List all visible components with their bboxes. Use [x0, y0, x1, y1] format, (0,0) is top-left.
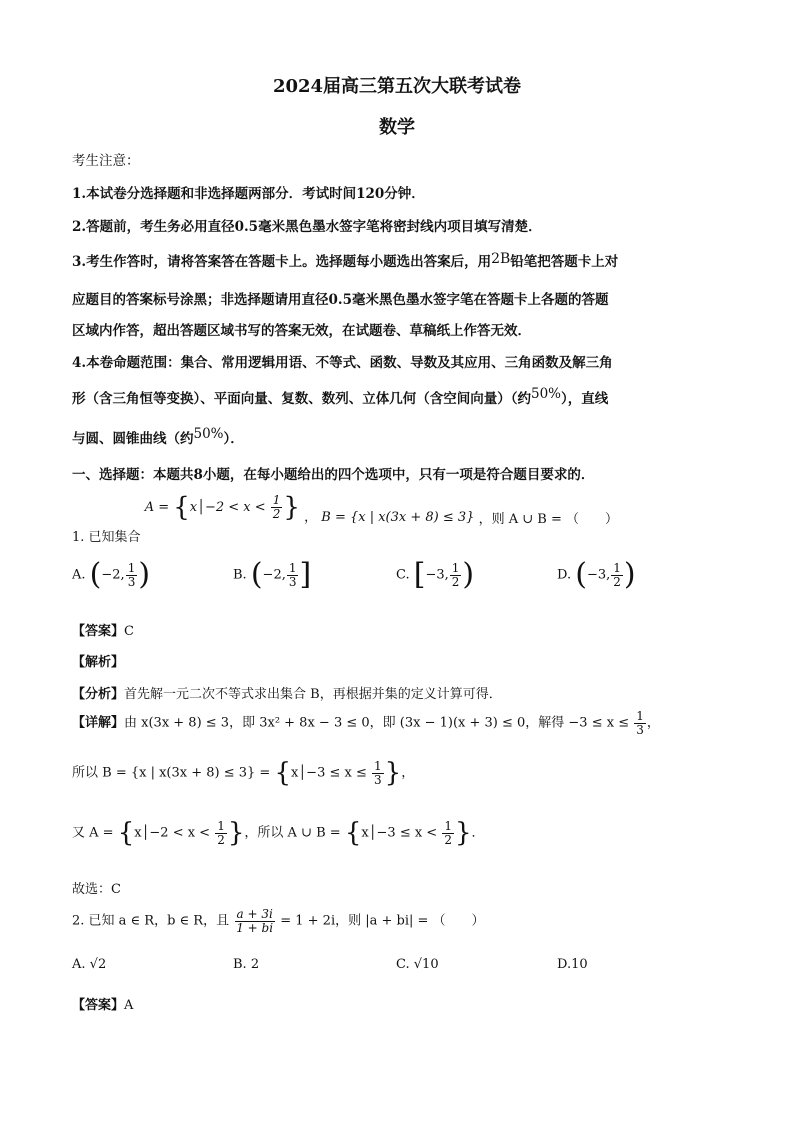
line-b-frac: [372, 760, 384, 786]
notice-item-3-line-1: [72, 250, 618, 270]
frac-num: 1: [288, 560, 297, 575]
q1-fenxi: [72, 683, 502, 702]
option-text: √10: [413, 957, 439, 972]
q2-option-b: [233, 957, 259, 972]
line-c-mid: ，所以 A ∪ B =: [244, 825, 341, 841]
q1-option-d: [557, 557, 636, 592]
option-frac: [287, 562, 299, 588]
notice-item-4-percent-2: 50%: [193, 426, 224, 442]
option-text: √2: [89, 957, 107, 972]
frac-den: 3: [374, 772, 382, 787]
notice-item-4-text-e: ）．: [223, 431, 244, 447]
q1-set-b: B = {x | x(3x + 8) ≤ 3}: [321, 509, 475, 525]
option-close: ): [623, 557, 636, 592]
q2-frac: [234, 908, 275, 934]
frac-num: 1: [374, 759, 382, 773]
notice-item-1: 1.本试卷分选择题和非选择题两部分．考试时间120分钟．: [72, 186, 425, 202]
q1-set-a: [144, 492, 304, 523]
option-label: A.: [72, 957, 86, 972]
frac-den: 2: [613, 574, 621, 589]
frac-num: 1: [127, 560, 136, 575]
option-left: −3,: [425, 567, 449, 583]
line-b-body: x│−3 ≤ x ≤: [291, 765, 367, 781]
frac-den: 2: [217, 832, 225, 847]
q1-option-a: [72, 557, 151, 592]
frac-den: 2: [444, 832, 452, 847]
detail-text: 由 x(3x + 8) ≤ 3，即 3x² + 8x − 3 ≤ 0，即 (3x − 1)(x + 3) ≤ 0，解得 −3 ≤ x ≤: [124, 715, 630, 731]
brace-close: }: [384, 758, 402, 789]
q2-option-a: [72, 957, 106, 972]
frac-den: 2: [451, 574, 460, 589]
q1-answer: [72, 620, 134, 639]
frac-num: 1: [613, 560, 621, 575]
subject-title: 数学: [379, 117, 415, 138]
frac-den: 2: [272, 506, 281, 521]
option-label: D.: [557, 567, 572, 583]
frac-num: 1: [272, 493, 281, 507]
notice-item-2: 2.答题前，考生务必用直径0.5毫米黑色墨水签字笔将密封线内项目填写清楚．: [72, 219, 542, 235]
frac-num: 1: [636, 709, 644, 723]
brace-close: }: [227, 818, 245, 849]
line-b-end: ，: [401, 765, 415, 781]
option-frac: [126, 562, 138, 588]
option-close: ): [138, 557, 151, 592]
q1-option-c: [396, 557, 475, 592]
brace-close-2: }: [454, 818, 472, 849]
q2-answer: [72, 994, 133, 1013]
line-c-text: 又 A =: [72, 825, 114, 841]
frac-num: a + 3i: [236, 907, 273, 921]
q1-line-c: [72, 818, 485, 849]
option-label: B.: [233, 567, 247, 583]
line-c-body1: x│−2 < x <: [134, 825, 211, 841]
line-c-end: ．: [471, 825, 485, 841]
option-open: (: [89, 557, 102, 592]
frac-num: 1: [451, 560, 460, 575]
q1-analysis-tag: 【解析】: [72, 655, 125, 670]
line-c-body2: x│−3 ≤ x <: [361, 825, 438, 841]
section-heading: 一、选择题：本题共8小题，在每小题给出的四个选项中，只有一项是符合题目要求的．: [72, 467, 595, 483]
q1-conclusion: 故选：C: [72, 882, 121, 897]
option-label: D.: [557, 957, 572, 972]
detail-tag: 【详解】: [72, 715, 125, 731]
answer-tag: 【答案】: [72, 998, 125, 1013]
notice-item-3-text-c: 铅笔把答题卡上对: [510, 254, 619, 270]
q1-prefix: 1. 已知集合: [72, 529, 141, 545]
q1-set-a-frac: [271, 494, 283, 520]
option-open: [: [413, 557, 426, 592]
notice-item-4-line-3: [72, 427, 244, 447]
q1-line-b: [72, 758, 415, 789]
frac-num: 1: [444, 819, 452, 833]
frac-den: 3: [636, 722, 644, 737]
option-label: B.: [233, 957, 247, 972]
q2-stem: [72, 908, 485, 934]
notice-heading: 考生注意：: [72, 153, 140, 169]
line-c-frac1: [215, 820, 227, 846]
answer-value: A: [124, 998, 134, 1013]
notice-item-4-line-2: [72, 387, 608, 407]
q2-prefix: 2. 已知 a ∈ R，b ∈ R，且: [72, 913, 230, 929]
brace-open: {: [274, 758, 292, 789]
q1-brace-close: }: [283, 492, 300, 523]
line-c-frac2: [442, 820, 454, 846]
answer-tag: 【答案】: [72, 624, 125, 639]
notice-item-4-text-d: 与圆、圆锥曲线（约: [72, 431, 194, 447]
option-left: −2,: [262, 567, 286, 583]
notice-item-3-line-3: 区域内作答，超出答题区域书写的答案无效，在试题卷、草稿纸上作答无效．: [72, 323, 531, 339]
option-left: −2,: [101, 567, 125, 583]
brace-open: {: [117, 818, 135, 849]
notice-item-4-percent: 50%: [531, 386, 562, 402]
option-label: C.: [396, 957, 410, 972]
option-frac: [611, 562, 623, 588]
frac-den: 3: [288, 574, 297, 589]
option-label: A.: [72, 567, 86, 583]
q1-set-a-body: x│−2 < x <: [189, 499, 266, 515]
line-b-text: 所以 B = {x | x(3x + 8) ≤ 3} =: [72, 765, 271, 781]
q1-brace-open: {: [173, 492, 190, 523]
option-close: ]: [299, 557, 312, 592]
fenxi-tag: 【分析】: [72, 687, 125, 702]
notice-item-3-text-a: 3.考生作答时，请将答案答在答题卡上。选择题每小题选出答案后，用: [72, 254, 492, 270]
option-close: ): [462, 557, 475, 592]
option-left: −3,: [586, 567, 611, 583]
notice-item-4-line-1: 4.本卷命题范围：集合、常用逻辑用语、不等式、函数、导数及其应用、三角函数及解三角: [72, 355, 613, 371]
notice-item-3-pencil: 2B: [491, 251, 511, 267]
q2-option-d: [557, 957, 588, 972]
option-text: 10: [571, 957, 588, 972]
q1-stem: [72, 492, 618, 545]
frac-den: 1 + bi: [236, 920, 274, 935]
option-open: (: [250, 557, 263, 592]
q2-option-c: [396, 957, 439, 972]
brace-open-2: {: [344, 818, 362, 849]
notice-item-4-text-c: ），直线: [561, 391, 609, 407]
q1-ask: ，则 A ∪ B = （ ）: [478, 511, 618, 527]
option-text: 2: [250, 957, 260, 972]
notice-item-4-text-a: 形（含三角恒等变换）、平面向量、复数、数列、立体几何（含空间向量）（约: [72, 391, 531, 407]
q1-detail: [72, 710, 660, 736]
notice-item-3-line-2: 应题目的答案标号涂黑；非选择题请用直径0.5毫米黑色墨水签字笔在答题卡上各题的答题: [72, 292, 609, 308]
frac-num: 1: [217, 819, 225, 833]
fenxi-text: 首先解一元二次不等式求出集合 B，再根据并集的定义计算可得．: [124, 687, 502, 702]
option-frac: [450, 562, 462, 588]
q1-set-a-lhs: A =: [144, 499, 170, 515]
frac-den: 3: [127, 574, 136, 589]
detail-frac: [634, 710, 646, 736]
answer-value: C: [124, 624, 134, 639]
q1-option-b: [233, 557, 312, 592]
detail-end: ，: [646, 715, 660, 731]
q2-rest: = 1 + 2i，则 |a + bi| = （ ）: [280, 913, 485, 929]
page-title: 2024届高三第五次大联考试卷: [272, 76, 522, 97]
option-open: (: [575, 557, 587, 592]
option-label: C.: [396, 567, 410, 583]
q1-comma: ，: [304, 509, 318, 525]
